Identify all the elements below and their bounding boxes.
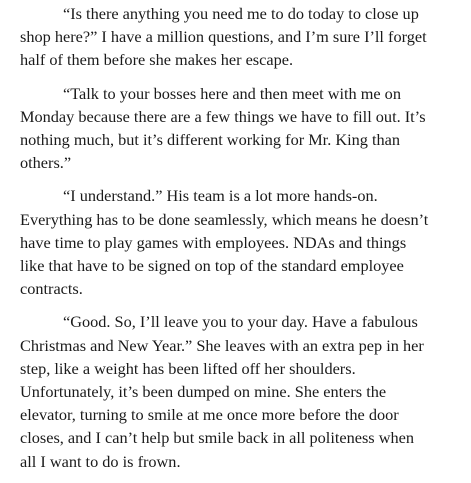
paragraph-line: “Good. So, I’ll leave you to your day. Have a fabulous: [63, 312, 418, 332]
paragraph-line: closes, and I can’t help but smile back in all politeness when: [20, 428, 414, 448]
paragraph-line: “Talk to your bosses here and then meet with me on: [63, 83, 401, 103]
paragraph-line: shop here?” I have a million questions, and I’m sure I’ll forget: [20, 27, 427, 47]
paragraph-line: “Is there anything you need me to do today to close up: [63, 4, 419, 23]
paragraph-line: Everything has to be done seamlessly, which means he doesn’t: [20, 209, 429, 229]
paragraph-line: like that have to be signed on top of the standard employee: [20, 256, 404, 276]
paragraph-1: [20, 2, 460, 72]
paragraph-line: have time to play games with employees. NDAs and things: [20, 232, 407, 252]
paragraph-line: nothing much, but it’s different working for Mr. King than: [20, 130, 401, 150]
paragraph-line: all I want to do is frown.: [20, 451, 181, 471]
paragraph-line: Monday because there are a few things we have to fill out. It’s: [20, 106, 426, 126]
paragraph-line: contracts.: [20, 279, 83, 299]
paragraph-4: [20, 310, 460, 472]
paragraph-line: “I understand.” His team is a lot more hands-on.: [63, 186, 378, 206]
paragraph-line: others.”: [20, 153, 72, 173]
paragraph-line: elevator, turning to smile at me once more before the door: [20, 405, 399, 425]
paragraph-line: Christmas and New Year.” She leaves with an extra pep in her: [20, 335, 424, 355]
paragraph-2: [20, 82, 460, 175]
paragraph-3: [20, 184, 460, 300]
document-page: [20, 0, 460, 483]
paragraph-line: half of them before she makes her escape.: [20, 50, 294, 70]
paragraph-line: step, like a weight has been lifted off her shoulders.: [20, 358, 356, 378]
paragraph-line: Unfortunately, it’s been dumped on mine. She enters the: [20, 382, 387, 402]
